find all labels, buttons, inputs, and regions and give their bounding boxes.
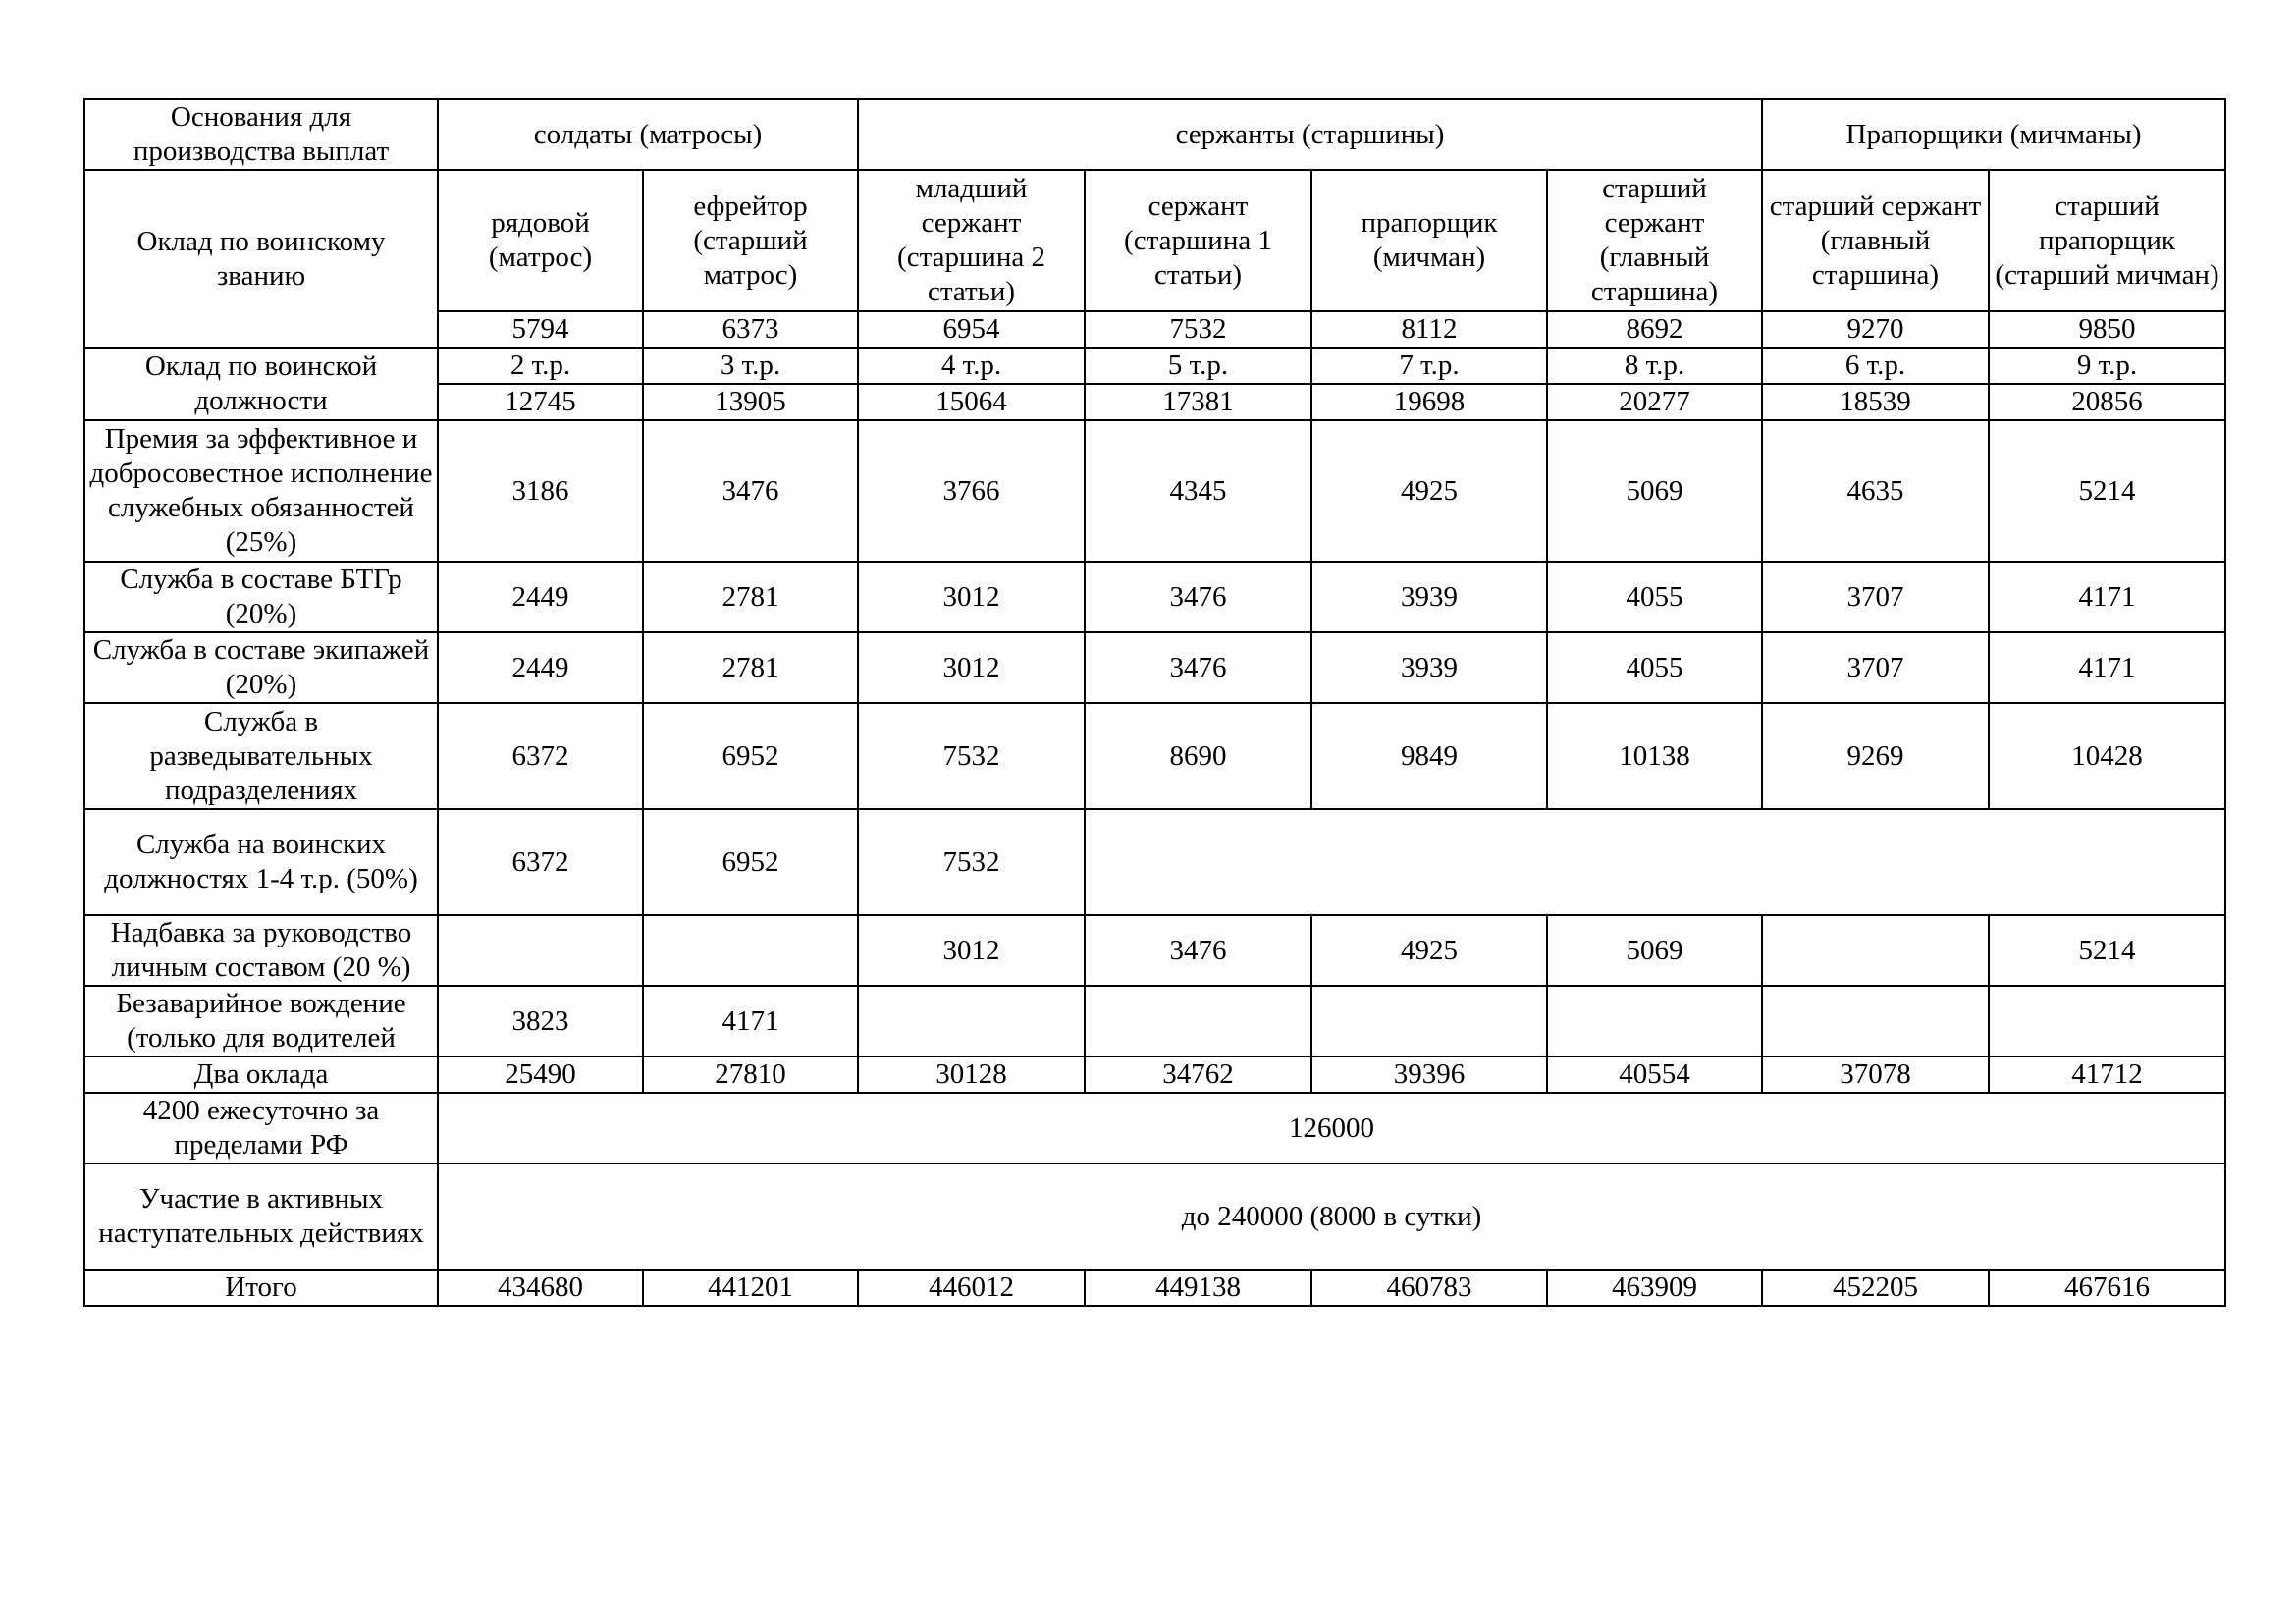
cell: 4171 (643, 986, 858, 1056)
cell: 5 т.р. (1085, 348, 1311, 384)
row-label: Два оклада (84, 1056, 438, 1093)
payments-table (83, 98, 2226, 1307)
recon-row (84, 703, 2225, 809)
rank-name: прапорщик (мичман) (1311, 170, 1547, 311)
cell: 6954 (858, 311, 1085, 348)
cell: 5069 (1547, 915, 1762, 986)
row-label: Участие в активных наступательных действиях (84, 1164, 438, 1270)
cell (1085, 986, 1311, 1056)
cell: 6373 (643, 311, 858, 348)
sergeants-header: сержанты (старшины) (858, 99, 1762, 170)
cell: 5794 (438, 311, 643, 348)
cell: 4635 (1762, 420, 1989, 562)
driving-row (84, 986, 2225, 1056)
cell (858, 986, 1085, 1056)
cell: 4055 (1547, 632, 1762, 703)
cell: 8692 (1547, 311, 1762, 348)
cell: 25490 (438, 1056, 643, 1093)
row-label: Служба на воинских должностях 1-4 т.р. (50%) (84, 809, 438, 915)
warrant-header: Прапорщики (мичманы) (1762, 99, 2225, 170)
cell: 460783 (1311, 1270, 1547, 1306)
cell: 9 т.р. (1989, 348, 2225, 384)
cell: 3476 (1085, 915, 1311, 986)
cell: 3476 (643, 420, 858, 562)
cell: 2449 (438, 632, 643, 703)
cell: 3476 (1085, 632, 1311, 703)
cell: 10428 (1989, 703, 2225, 809)
cell (1547, 986, 1762, 1056)
cell (438, 915, 643, 986)
cell: 41712 (1989, 1056, 2225, 1093)
cell: 30128 (858, 1056, 1085, 1093)
cell: 20277 (1547, 384, 1762, 420)
cell: 3 т.р. (643, 348, 858, 384)
cell: 6952 (643, 703, 858, 809)
cell: 463909 (1547, 1270, 1762, 1306)
rank-names-row (84, 170, 2225, 311)
offensive-value: до 240000 (8000 в сутки) (438, 1164, 2225, 1270)
cell: 9269 (1762, 703, 1989, 809)
position-grade-row (84, 348, 2225, 384)
cell: 4925 (1311, 420, 1547, 562)
total-row (84, 1270, 2225, 1306)
crews-row (84, 632, 2225, 703)
cell (1762, 986, 1989, 1056)
cell (1989, 986, 2225, 1056)
btgr-row (84, 562, 2225, 632)
cell: 3012 (858, 632, 1085, 703)
row-label: Итого (84, 1270, 438, 1306)
cell: 5214 (1989, 420, 2225, 562)
rank-name: старший сержант (главный старшина) (1547, 170, 1762, 311)
cell: 7532 (858, 703, 1085, 809)
rank-name: рядовой (матрос) (438, 170, 643, 311)
cell: 3707 (1762, 562, 1989, 632)
cell: 7532 (858, 809, 1085, 915)
cell: 20856 (1989, 384, 2225, 420)
cell: 18539 (1762, 384, 1989, 420)
cell: 3012 (858, 562, 1085, 632)
row-label: Безаварийное вождение (только для водителей (84, 986, 438, 1056)
cell: 7532 (1085, 311, 1311, 348)
cell: 39396 (1311, 1056, 1547, 1093)
cell: 5214 (1989, 915, 2225, 986)
abroad-value: 126000 (438, 1093, 2225, 1164)
rank-name: старший прапорщик (старший мичман) (1989, 170, 2225, 311)
rank-name: сержант (старшина 1 статьи) (1085, 170, 1311, 311)
bonus-row (84, 420, 2225, 562)
positions-1-4-row (84, 809, 2225, 915)
cell: 4171 (1989, 562, 2225, 632)
offensive-row (84, 1164, 2225, 1270)
cell: 9849 (1311, 703, 1547, 809)
cell: 8690 (1085, 703, 1311, 809)
leadership-row (84, 915, 2225, 986)
cell: 19698 (1311, 384, 1547, 420)
abroad-row (84, 1093, 2225, 1164)
header-row (84, 99, 2225, 170)
cell (1762, 915, 1989, 986)
cell: 9850 (1989, 311, 2225, 348)
cell: 5069 (1547, 420, 1762, 562)
cell: 12745 (438, 384, 643, 420)
row-label: Служба в составе БТГр (20%) (84, 562, 438, 632)
cell: 17381 (1085, 384, 1311, 420)
row-label: Надбавка за руководство личным составом (20 %) (84, 915, 438, 986)
cell: 10138 (1547, 703, 1762, 809)
cell: 27810 (643, 1056, 858, 1093)
basis-header: Основания для производства выплат (84, 99, 438, 170)
cell: 13905 (643, 384, 858, 420)
cell: 3707 (1762, 632, 1989, 703)
soldiers-header: солдаты (матросы) (438, 99, 858, 170)
cell: 3012 (858, 915, 1085, 986)
cell: 441201 (643, 1270, 858, 1306)
cell: 6372 (438, 809, 643, 915)
two-salaries-row (84, 1056, 2225, 1093)
cell: 449138 (1085, 1270, 1311, 1306)
cell (1311, 986, 1547, 1056)
cell: 3939 (1311, 562, 1547, 632)
cell: 6952 (643, 809, 858, 915)
rank-name: старший сержант (главный старшина) (1762, 170, 1989, 311)
cell: 446012 (858, 1270, 1085, 1306)
cell: 434680 (438, 1270, 643, 1306)
cell: 2449 (438, 562, 643, 632)
cell: 9270 (1762, 311, 1989, 348)
cell: 40554 (1547, 1056, 1762, 1093)
rank-name: младший сержант (старшина 2 статьи) (858, 170, 1085, 311)
cell: 3823 (438, 986, 643, 1056)
cell: 6 т.р. (1762, 348, 1989, 384)
cell: 8 т.р. (1547, 348, 1762, 384)
cell: 3186 (438, 420, 643, 562)
cell: 452205 (1762, 1270, 1989, 1306)
cell: 4925 (1311, 915, 1547, 986)
cell: 3476 (1085, 562, 1311, 632)
cell: 3766 (858, 420, 1085, 562)
row-label: Премия за эффективное и добросовестное исполнение служебных обязанностей (25%) (84, 420, 438, 562)
row-label: Служба в разведывательных подразделениях (84, 703, 438, 809)
row-label: Служба в составе экипажей (20%) (84, 632, 438, 703)
empty-merged-cell (1085, 809, 2225, 915)
cell: 2781 (643, 632, 858, 703)
cell: 6372 (438, 703, 643, 809)
cell: 2 т.р. (438, 348, 643, 384)
cell: 467616 (1989, 1270, 2225, 1306)
cell: 37078 (1762, 1056, 1989, 1093)
rank-salary-label: Оклад по воинскому званию (84, 170, 438, 348)
cell: 4055 (1547, 562, 1762, 632)
cell (643, 915, 858, 986)
cell: 4171 (1989, 632, 2225, 703)
cell: 34762 (1085, 1056, 1311, 1093)
cell: 4345 (1085, 420, 1311, 562)
cell: 15064 (858, 384, 1085, 420)
row-label: 4200 ежесуточно за пределами РФ (84, 1093, 438, 1164)
position-salary-label: Оклад по воинской должности (84, 348, 438, 420)
cell: 2781 (643, 562, 858, 632)
cell: 7 т.р. (1311, 348, 1547, 384)
cell: 8112 (1311, 311, 1547, 348)
cell: 3939 (1311, 632, 1547, 703)
cell: 4 т.р. (858, 348, 1085, 384)
rank-name: ефрейтор (старший матрос) (643, 170, 858, 311)
